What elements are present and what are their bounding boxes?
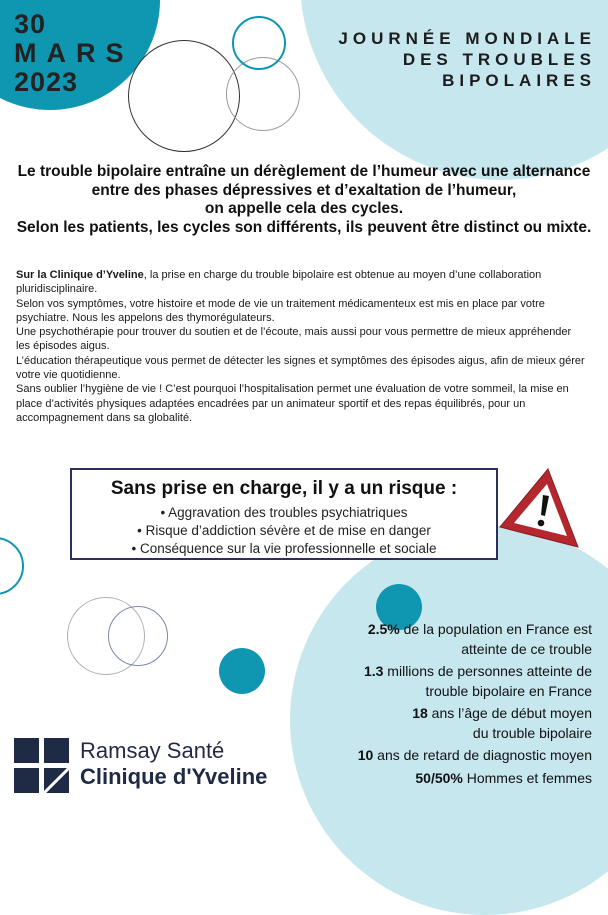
brand-name: Ramsay Santé [80, 738, 225, 763]
stat-item: 10 ans de retard de diagnostic moyen [357, 747, 592, 763]
intro-line-1: Le trouble bipolaire entraîne un dérèglement de l’humeur avec une alternance [17, 163, 591, 180]
stat-item: 18 ans l’âge de début moyen du trouble bipolaire [412, 705, 592, 741]
outline-circle-bottom-b [108, 606, 168, 666]
risk-item: • Risque d’addiction sévère et de mise en danger [137, 523, 431, 538]
risk-item: • Aggravation des troubles psychiatriques [160, 505, 408, 520]
outline-circle-teal-small [232, 16, 286, 70]
risk-title: Sans prise en charge, il y a un risque : [110, 478, 458, 499]
teal-dot-bottom [219, 648, 265, 694]
intro-line-3: on appelle cela des cycles. [204, 200, 404, 217]
stat-value: 50/50% [415, 769, 463, 786]
risk-item: • Conséquence sur la vie professionnelle et sociale [131, 541, 437, 556]
date-year: 2023 [14, 67, 79, 97]
clinic-mention: Sur la Clinique d’Yveline [16, 269, 144, 281]
stat-item: 1.3 millions de personnes atteinte de trouble bipolaire en France [363, 663, 592, 699]
clinic-name: Clinique d'Yveline [80, 764, 268, 789]
body-paragraph-5: Sans oublier l’hygiène de vie ! C’est pourquoi l’hospitalisation permet une évaluation de votre sommeil, la mise en place d’activités physiques adaptées encadrées par un animateur sportif et des repas équilibrés, pour un accompagnement dans sa globalité. [16, 383, 569, 424]
intro-text [4, 163, 604, 237]
risk-box [70, 468, 498, 560]
stat-item: 50/50% Hommes et femmes [415, 769, 592, 786]
stat-value: 1.3 [363, 663, 384, 679]
intro-line-2: entre des phases dépressives et d’exaltation de l’humeur, [91, 181, 517, 199]
statistics [300, 620, 592, 791]
body-paragraph-1: Sur la Clinique d’Yveline, la prise en charge du trouble bipolaire est obtenue au moyen d’une collaboration pluridisciplinaire. [16, 269, 542, 296]
event-date [14, 10, 164, 97]
body-paragraph-2: Selon vos symptômes, votre histoire et mode de vie un traitement médicamenteux est mis en place par votre psychiatre. Nous les appelons des thymorégulateurs. [16, 297, 545, 324]
title-line-2: DES TROUBLES [402, 50, 596, 69]
title-line-3: BIPOLAIRES [442, 71, 596, 90]
stat-value: 10 [357, 747, 374, 763]
intro-line-4: Selon les patients, les cycles son différents, ils peuvent être distinct ou mixte. [16, 218, 592, 236]
body-paragraph-4: L’éducation thérapeutique vous permet de détecter les signes et symptômes des épisodes aigus, afin de mieux gérer votre vie quotidienne. [16, 354, 585, 382]
exclamation-dot [538, 520, 545, 527]
ramsay-logo [14, 738, 314, 796]
risk-list [72, 504, 496, 558]
warning-sign-icon [498, 467, 580, 553]
title-line-1: JOURNÉE MONDIALE [338, 29, 596, 48]
teal-half-circle-left [0, 537, 24, 595]
care-description [16, 268, 586, 425]
stat-item: 2.5% de la population en France est atteinte de ce trouble [367, 621, 592, 657]
body-paragraph-3: Une psychothérapie pour trouver du soutien et de l’écoute, mais aussi pour vous permettre de mieux appréhender les épisodes aigus. [16, 326, 572, 353]
ramsay-logo-mark-icon [14, 738, 69, 793]
stat-value: 2.5% [367, 621, 400, 637]
date-day: 30 [14, 9, 47, 39]
page-title [300, 28, 596, 91]
stat-value: 18 [412, 705, 428, 721]
date-month: MARS [14, 38, 134, 68]
